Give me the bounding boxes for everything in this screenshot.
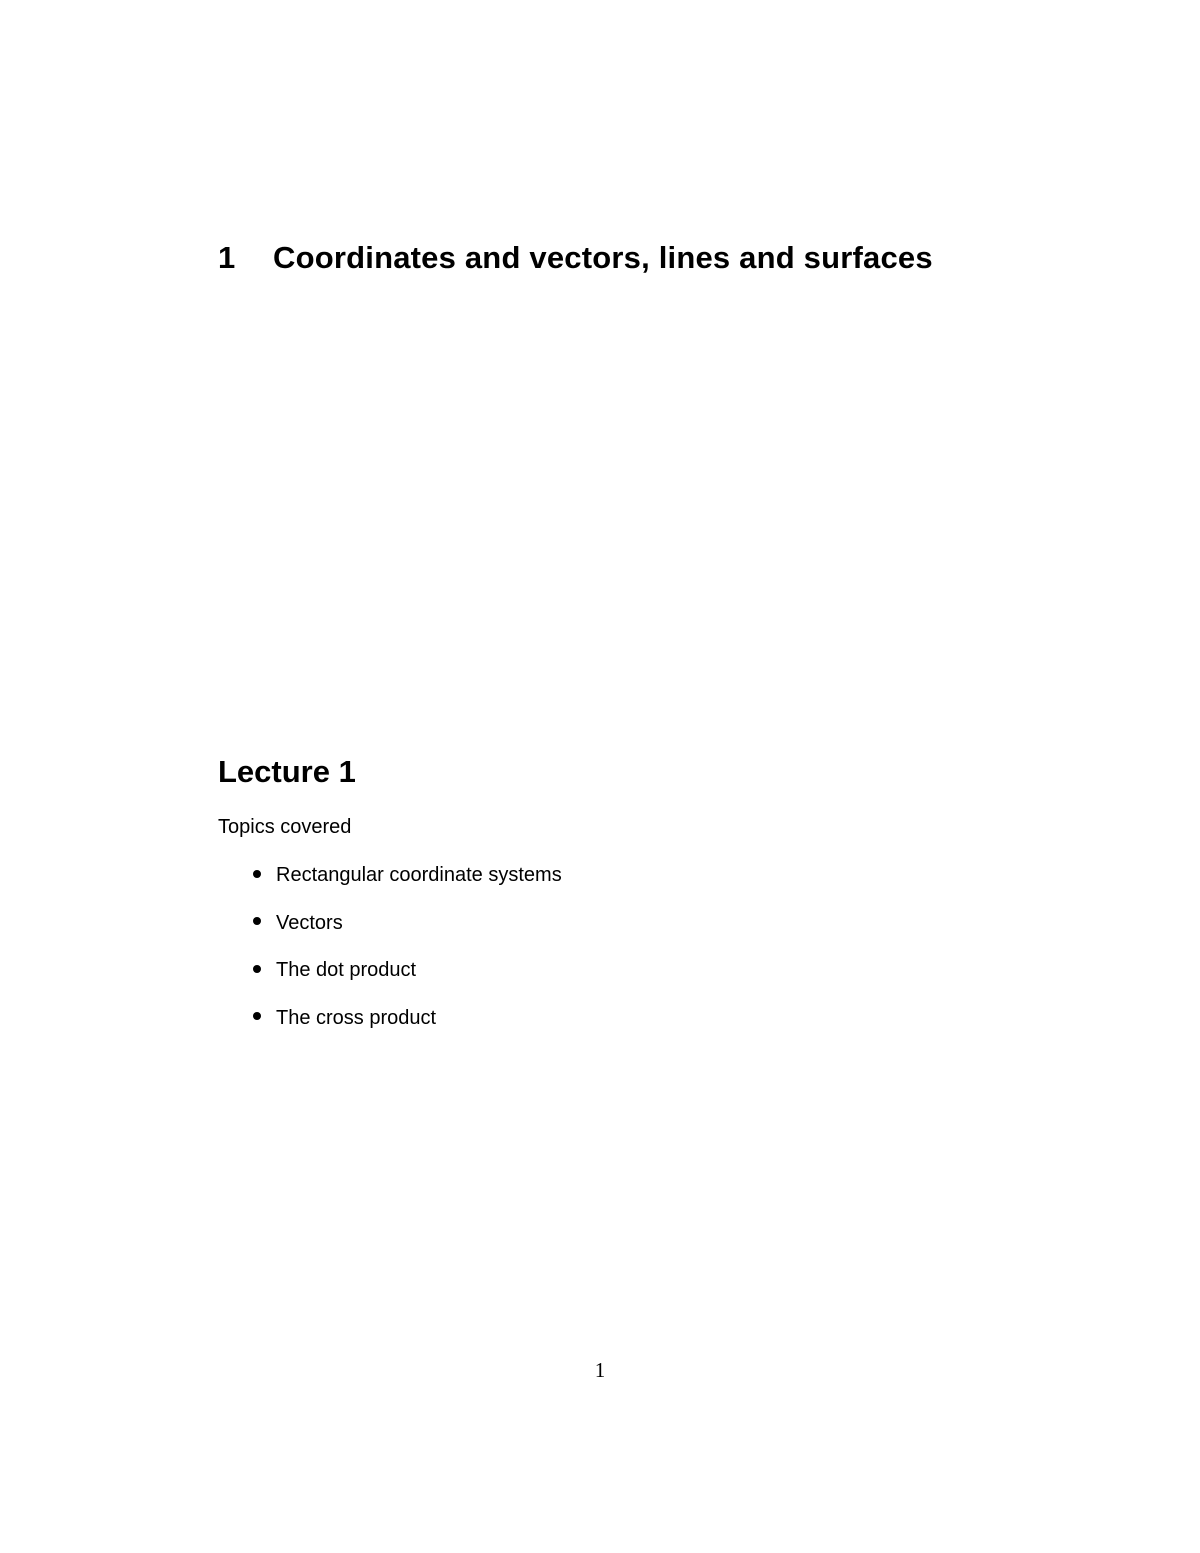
bullet-icon [253, 870, 261, 878]
lecture-heading: Lecture 1 [218, 754, 356, 789]
topic-label: The dot product [276, 959, 417, 981]
chapter-number: 1 [218, 240, 236, 275]
topics-intro: Topics covered [218, 816, 352, 838]
chapter-heading [218, 238, 933, 278]
topics-list [250, 862, 562, 1052]
bullet-icon [253, 965, 261, 973]
list-item [250, 910, 562, 958]
topic-label: Rectangular coordinate systems [276, 864, 562, 886]
bullet-icon [253, 1012, 261, 1020]
chapter-title: Coordinates and vectors, lines and surfaces [273, 240, 933, 275]
list-item [250, 862, 562, 910]
bullet-icon [253, 917, 261, 925]
topic-label: Vectors [276, 911, 343, 934]
list-item [250, 957, 562, 1005]
page-number: 1 [594, 1358, 606, 1382]
list-item [250, 1005, 562, 1053]
topic-label: The cross product [276, 1006, 437, 1029]
